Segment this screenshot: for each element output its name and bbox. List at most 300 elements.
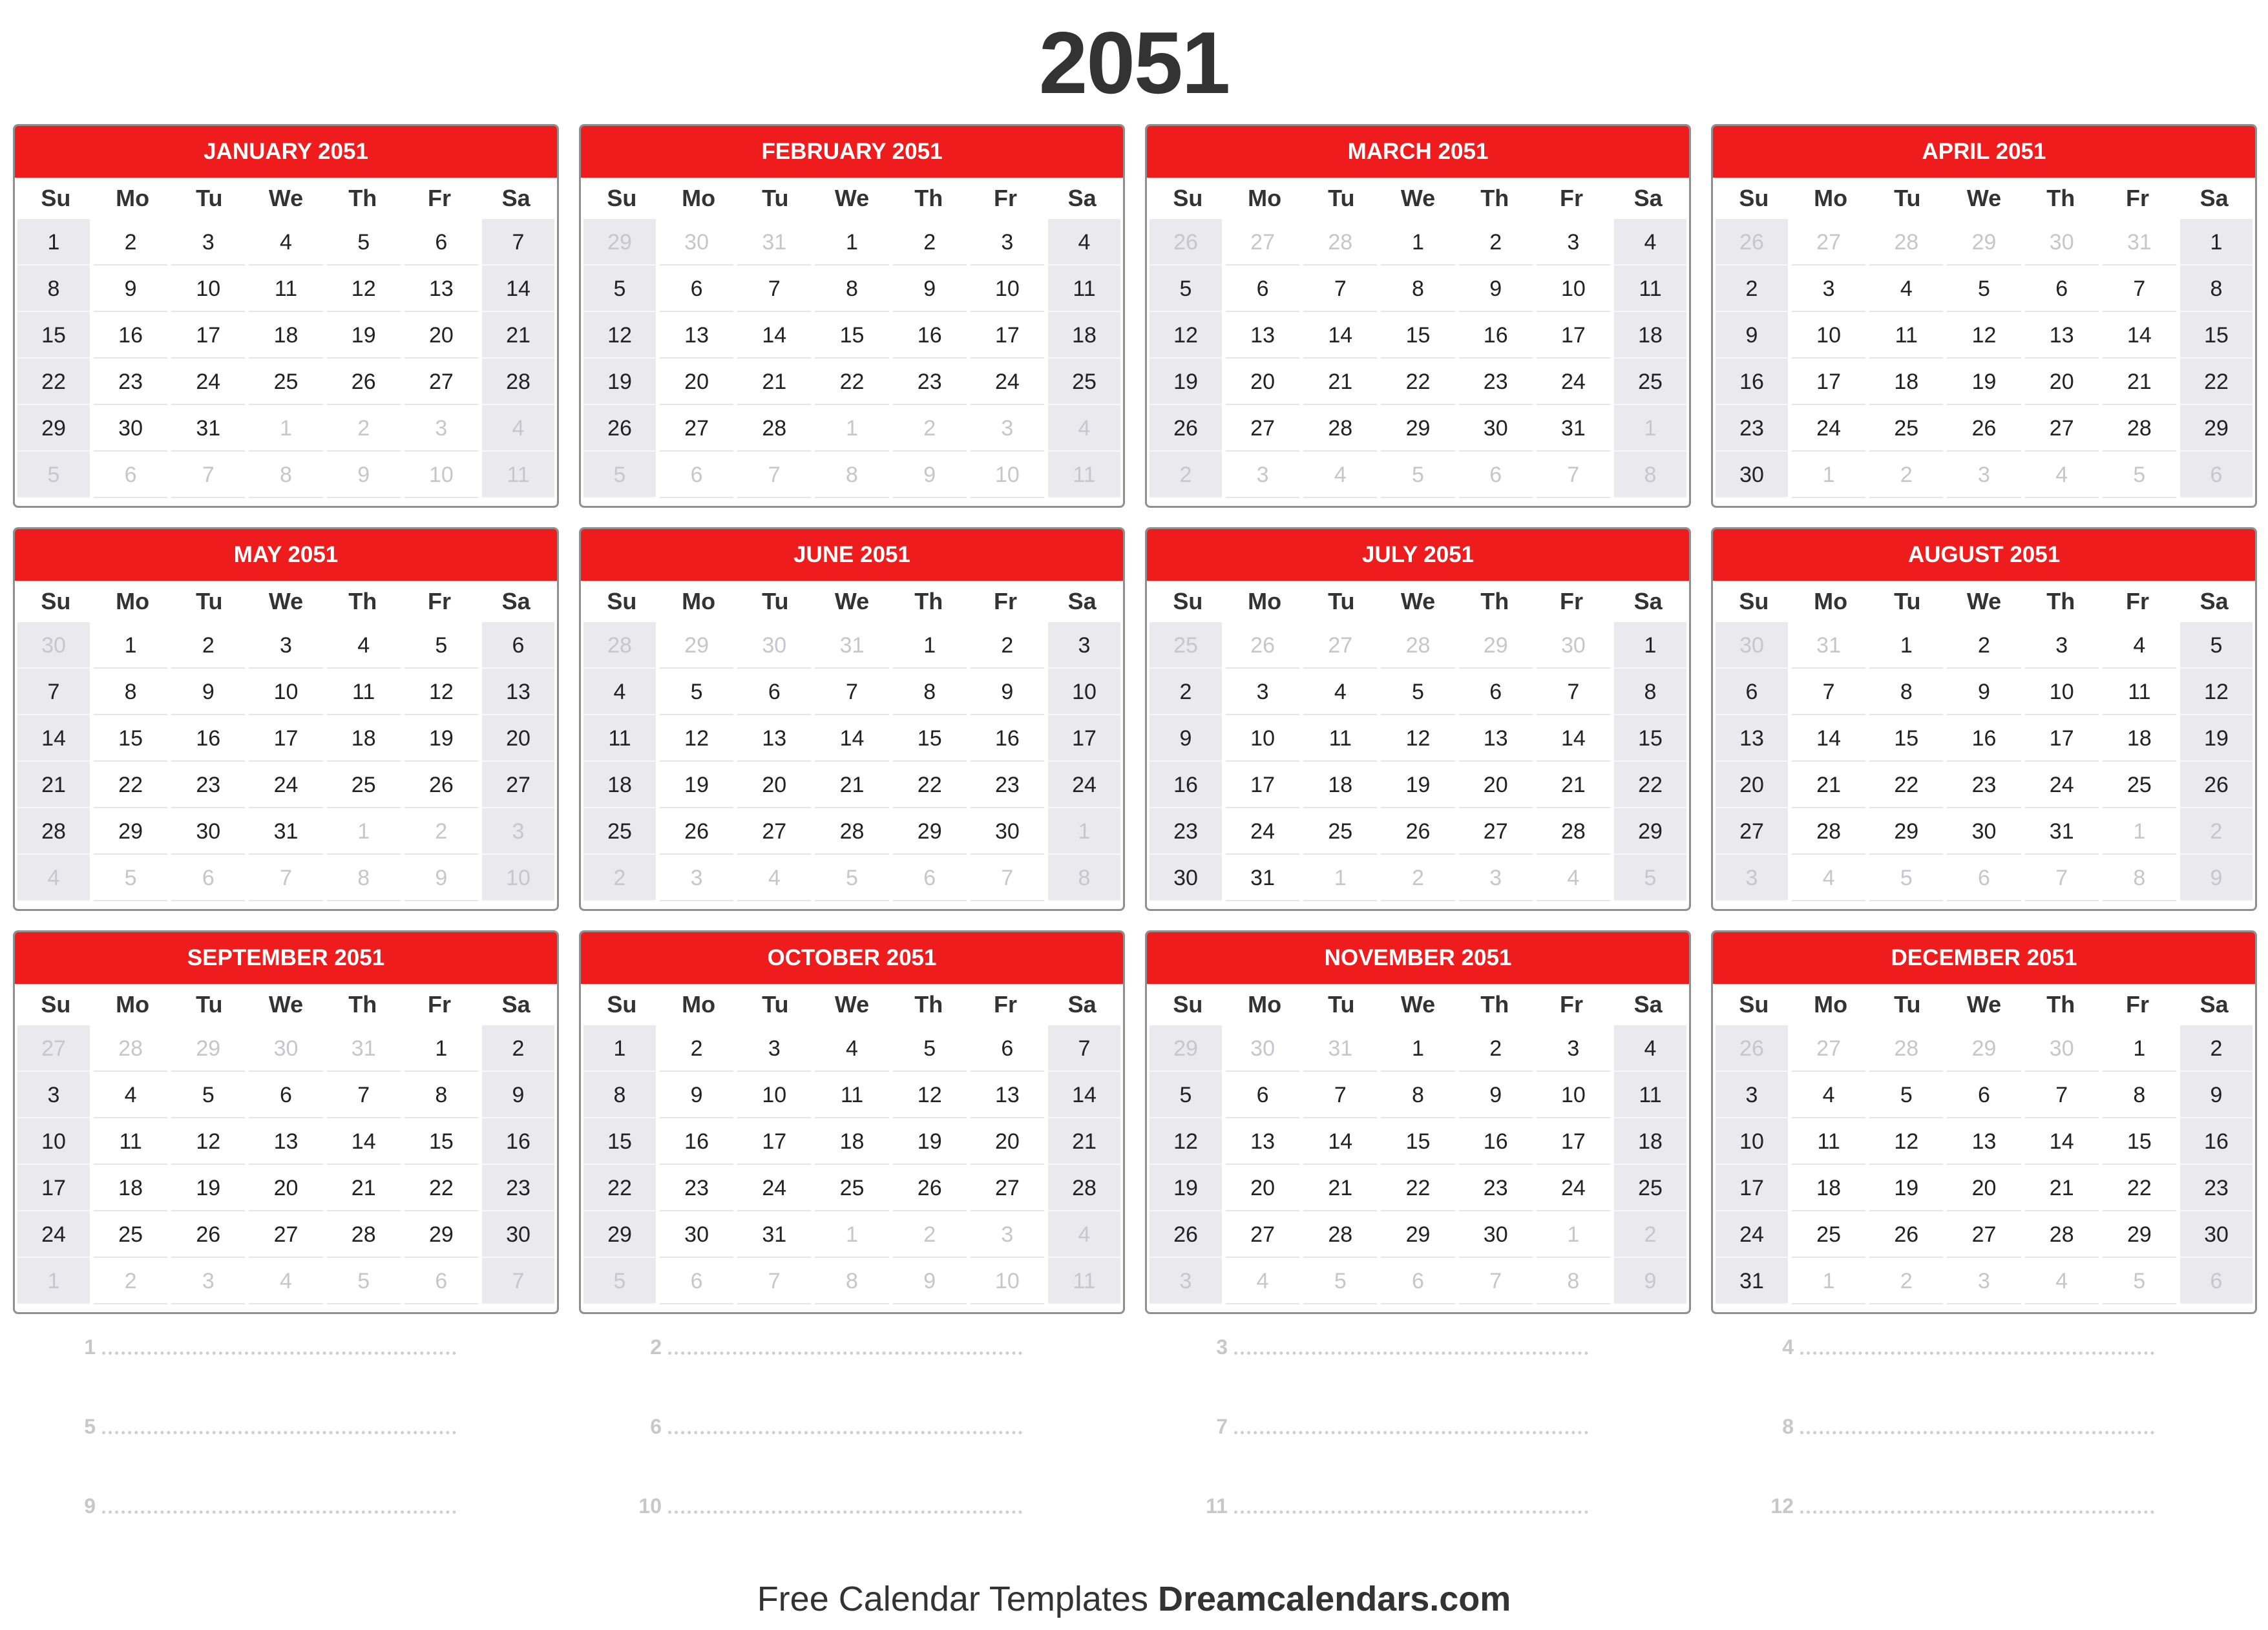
day-cell[interactable]: 6 [171,855,245,901]
day-cell[interactable]: 28 [1048,1165,1120,1211]
day-cell[interactable]: 8 [2103,855,2176,901]
day-cell[interactable]: 9 [893,1258,967,1304]
day-cell[interactable]: 28 [1869,219,1943,266]
day-cell[interactable]: 23 [1459,359,1533,405]
day-cell[interactable]: 11 [1303,715,1377,762]
footer-brand[interactable]: Dreamcalendars.com [1158,1580,1511,1618]
day-cell[interactable]: 10 [1792,312,1865,359]
day-cell[interactable]: 29 [1869,808,1943,855]
day-cell[interactable]: 23 [94,359,167,405]
day-cell[interactable]: 8 [815,266,888,312]
day-cell[interactable]: 3 [660,855,733,901]
day-cell[interactable]: 20 [2025,359,2099,405]
day-cell[interactable]: 4 [1614,219,1686,266]
day-cell[interactable]: 26 [1150,405,1222,452]
day-cell[interactable]: 25 [1869,405,1943,452]
day-cell[interactable]: 9 [94,266,167,312]
day-cell[interactable]: 10 [249,669,322,715]
day-cell[interactable]: 23 [482,1165,554,1211]
day-cell[interactable]: 4 [2103,622,2176,669]
note-dotted-line[interactable] [1234,1419,1588,1434]
day-cell[interactable]: 15 [94,715,167,762]
note-dotted-line[interactable] [102,1499,456,1514]
day-cell[interactable]: 28 [1303,219,1377,266]
day-cell[interactable]: 31 [737,1211,811,1258]
day-cell[interactable]: 5 [94,855,167,901]
day-cell[interactable]: 9 [1716,312,1788,359]
day-cell[interactable]: 2 [583,855,656,901]
day-cell[interactable]: 31 [1537,405,1610,452]
day-cell[interactable]: 21 [327,1165,401,1211]
note-line[interactable] [1197,1410,1588,1443]
day-cell[interactable]: 24 [249,762,322,808]
day-cell[interactable]: 28 [815,808,888,855]
day-cell[interactable]: 22 [1381,1165,1454,1211]
day-cell[interactable]: 2 [1869,452,1943,498]
day-cell[interactable]: 3 [1537,219,1610,266]
day-cell[interactable]: 23 [171,762,245,808]
day-cell[interactable]: 15 [2103,1118,2176,1165]
day-cell[interactable]: 21 [1537,762,1610,808]
day-cell[interactable]: 24 [1226,808,1299,855]
day-cell[interactable]: 26 [893,1165,967,1211]
day-cell[interactable]: 27 [1459,808,1533,855]
day-cell[interactable]: 28 [1303,1211,1377,1258]
day-cell[interactable]: 3 [1048,622,1120,669]
day-cell[interactable]: 13 [971,1072,1044,1118]
note-line[interactable] [1763,1331,2154,1363]
day-cell[interactable]: 5 [2103,1258,2176,1304]
day-cell[interactable]: 9 [971,669,1044,715]
day-cell[interactable]: 1 [2103,808,2176,855]
day-cell[interactable]: 8 [1614,669,1686,715]
day-cell[interactable]: 15 [404,1118,478,1165]
day-cell[interactable]: 2 [327,405,401,452]
day-cell[interactable]: 20 [971,1118,1044,1165]
day-cell[interactable]: 6 [1716,669,1788,715]
day-cell[interactable]: 4 [249,219,322,266]
day-cell[interactable]: 10 [404,452,478,498]
day-cell[interactable]: 6 [1947,1072,2021,1118]
day-cell[interactable]: 2 [1150,452,1222,498]
day-cell[interactable]: 23 [1459,1165,1533,1211]
day-cell[interactable]: 16 [94,312,167,359]
day-cell[interactable]: 7 [2025,1072,2099,1118]
day-cell[interactable]: 14 [482,266,554,312]
note-dotted-line[interactable] [1234,1499,1588,1514]
day-cell[interactable]: 11 [1869,312,1943,359]
day-cell[interactable]: 5 [583,1258,656,1304]
day-cell[interactable]: 6 [2180,1258,2252,1304]
day-cell[interactable]: 19 [404,715,478,762]
day-cell[interactable]: 17 [2025,715,2099,762]
day-cell[interactable]: 5 [583,266,656,312]
day-cell[interactable]: 3 [249,622,322,669]
day-cell[interactable]: 7 [2025,855,2099,901]
day-cell[interactable]: 30 [2180,1211,2252,1258]
day-cell[interactable]: 14 [17,715,90,762]
day-cell[interactable]: 6 [893,855,967,901]
day-cell[interactable]: 11 [249,266,322,312]
day-cell[interactable]: 30 [1459,405,1533,452]
day-cell[interactable]: 10 [1537,1072,1610,1118]
day-cell[interactable]: 22 [2180,359,2252,405]
day-cell[interactable]: 22 [815,359,888,405]
day-cell[interactable]: 6 [94,452,167,498]
day-cell[interactable]: 6 [404,1258,478,1304]
day-cell[interactable]: 30 [660,219,733,266]
day-cell[interactable]: 4 [1226,1258,1299,1304]
day-cell[interactable]: 25 [1150,622,1222,669]
day-cell[interactable]: 14 [815,715,888,762]
day-cell[interactable]: 4 [1048,1211,1120,1258]
day-cell[interactable]: 22 [17,359,90,405]
day-cell[interactable]: 10 [1716,1118,1788,1165]
day-cell[interactable]: 18 [1869,359,1943,405]
day-cell[interactable]: 29 [583,1211,656,1258]
day-cell[interactable]: 1 [2103,1025,2176,1072]
day-cell[interactable]: 18 [1303,762,1377,808]
day-cell[interactable]: 18 [815,1118,888,1165]
note-line[interactable] [631,1331,1022,1363]
day-cell[interactable]: 9 [171,669,245,715]
day-cell[interactable]: 23 [1947,762,2021,808]
note-dotted-line[interactable] [102,1419,456,1434]
day-cell[interactable]: 26 [171,1211,245,1258]
day-cell[interactable]: 5 [2103,452,2176,498]
day-cell[interactable]: 6 [1226,266,1299,312]
day-cell[interactable]: 4 [737,855,811,901]
day-cell[interactable]: 25 [1792,1211,1865,1258]
day-cell[interactable]: 29 [893,808,967,855]
day-cell[interactable]: 16 [1716,359,1788,405]
day-cell[interactable]: 28 [482,359,554,405]
day-cell[interactable]: 21 [2103,359,2176,405]
day-cell[interactable]: 30 [737,622,811,669]
day-cell[interactable]: 30 [1459,1211,1533,1258]
day-cell[interactable]: 4 [1303,452,1377,498]
day-cell[interactable]: 20 [737,762,811,808]
day-cell[interactable]: 3 [1226,669,1299,715]
day-cell[interactable]: 27 [660,405,733,452]
day-cell[interactable]: 25 [1048,359,1120,405]
day-cell[interactable]: 4 [1048,405,1120,452]
day-cell[interactable]: 28 [2103,405,2176,452]
day-cell[interactable]: 2 [1150,669,1222,715]
day-cell[interactable]: 27 [1226,1211,1299,1258]
day-cell[interactable]: 2 [94,1258,167,1304]
day-cell[interactable]: 22 [893,762,967,808]
day-cell[interactable]: 26 [327,359,401,405]
day-cell[interactable]: 30 [1537,622,1610,669]
day-cell[interactable]: 4 [1792,1072,1865,1118]
day-cell[interactable]: 1 [1537,1211,1610,1258]
day-cell[interactable]: 12 [404,669,478,715]
day-cell[interactable]: 4 [1048,219,1120,266]
day-cell[interactable]: 12 [1150,312,1222,359]
day-cell[interactable]: 9 [1150,715,1222,762]
day-cell[interactable]: 13 [2025,312,2099,359]
day-cell[interactable]: 25 [94,1211,167,1258]
day-cell[interactable]: 3 [971,219,1044,266]
day-cell[interactable]: 6 [1226,1072,1299,1118]
day-cell[interactable]: 22 [1614,762,1686,808]
day-cell[interactable]: 21 [815,762,888,808]
day-cell[interactable]: 22 [1869,762,1943,808]
day-cell[interactable]: 1 [815,219,888,266]
day-cell[interactable]: 8 [2103,1072,2176,1118]
day-cell[interactable]: 26 [404,762,478,808]
day-cell[interactable]: 8 [815,452,888,498]
day-cell[interactable]: 18 [583,762,656,808]
day-cell[interactable]: 4 [482,405,554,452]
day-cell[interactable]: 21 [1303,359,1377,405]
day-cell[interactable]: 22 [1381,359,1454,405]
day-cell[interactable]: 4 [1537,855,1610,901]
day-cell[interactable]: 1 [1048,808,1120,855]
day-cell[interactable]: 11 [1614,266,1686,312]
day-cell[interactable]: 28 [1792,808,1865,855]
day-cell[interactable]: 8 [1048,855,1120,901]
day-cell[interactable]: 12 [2180,669,2252,715]
day-cell[interactable]: 14 [1537,715,1610,762]
day-cell[interactable]: 1 [404,1025,478,1072]
day-cell[interactable]: 13 [1716,715,1788,762]
day-cell[interactable]: 6 [404,219,478,266]
day-cell[interactable]: 3 [971,1211,1044,1258]
day-cell[interactable]: 16 [1947,715,2021,762]
day-cell[interactable]: 14 [327,1118,401,1165]
day-cell[interactable]: 16 [660,1118,733,1165]
day-cell[interactable]: 19 [327,312,401,359]
day-cell[interactable]: 7 [2103,266,2176,312]
day-cell[interactable]: 7 [17,669,90,715]
day-cell[interactable]: 9 [327,452,401,498]
day-cell[interactable]: 14 [2025,1118,2099,1165]
day-cell[interactable]: 13 [1947,1118,2021,1165]
day-cell[interactable]: 23 [660,1165,733,1211]
day-cell[interactable]: 2 [1459,1025,1533,1072]
day-cell[interactable]: 7 [971,855,1044,901]
day-cell[interactable]: 5 [327,219,401,266]
day-cell[interactable]: 3 [17,1072,90,1118]
day-cell[interactable]: 14 [1048,1072,1120,1118]
day-cell[interactable]: 18 [249,312,322,359]
day-cell[interactable]: 2 [482,1025,554,1072]
day-cell[interactable]: 5 [171,1072,245,1118]
day-cell[interactable]: 3 [1226,452,1299,498]
day-cell[interactable]: 30 [1947,808,2021,855]
day-cell[interactable]: 2 [1716,266,1788,312]
day-cell[interactable]: 10 [17,1118,90,1165]
day-cell[interactable]: 25 [815,1165,888,1211]
day-cell[interactable]: 5 [1303,1258,1377,1304]
day-cell[interactable]: 1 [1792,452,1865,498]
day-cell[interactable]: 9 [1614,1258,1686,1304]
day-cell[interactable]: 5 [1381,669,1454,715]
day-cell[interactable]: 31 [2103,219,2176,266]
day-cell[interactable]: 7 [327,1072,401,1118]
day-cell[interactable]: 22 [404,1165,478,1211]
day-cell[interactable]: 28 [737,405,811,452]
day-cell[interactable]: 27 [1226,405,1299,452]
day-cell[interactable]: 24 [171,359,245,405]
day-cell[interactable]: 30 [1716,452,1788,498]
day-cell[interactable]: 11 [1048,266,1120,312]
day-cell[interactable]: 8 [583,1072,656,1118]
day-cell[interactable]: 30 [971,808,1044,855]
day-cell[interactable]: 16 [171,715,245,762]
day-cell[interactable]: 4 [583,669,656,715]
day-cell[interactable]: 25 [1303,808,1377,855]
day-cell[interactable]: 3 [404,405,478,452]
day-cell[interactable]: 1 [1869,622,1943,669]
day-cell[interactable]: 5 [327,1258,401,1304]
day-cell[interactable]: 25 [583,808,656,855]
day-cell[interactable]: 17 [1537,1118,1610,1165]
day-cell[interactable]: 6 [1459,669,1533,715]
day-cell[interactable]: 30 [1716,622,1788,669]
day-cell[interactable]: 11 [327,669,401,715]
day-cell[interactable]: 16 [893,312,967,359]
day-cell[interactable]: 21 [1303,1165,1377,1211]
day-cell[interactable]: 6 [737,669,811,715]
day-cell[interactable]: 30 [2025,219,2099,266]
day-cell[interactable]: 26 [583,405,656,452]
day-cell[interactable]: 23 [2180,1165,2252,1211]
day-cell[interactable]: 2 [171,622,245,669]
day-cell[interactable]: 30 [482,1211,554,1258]
day-cell[interactable]: 2 [1459,219,1533,266]
day-cell[interactable]: 17 [1716,1165,1788,1211]
day-cell[interactable]: 30 [660,1211,733,1258]
day-cell[interactable]: 13 [404,266,478,312]
day-cell[interactable]: 28 [17,808,90,855]
day-cell[interactable]: 26 [1226,622,1299,669]
day-cell[interactable]: 7 [482,1258,554,1304]
day-cell[interactable]: 5 [17,452,90,498]
day-cell[interactable]: 7 [815,669,888,715]
day-cell[interactable]: 7 [1537,452,1610,498]
day-cell[interactable]: 23 [1150,808,1222,855]
day-cell[interactable]: 29 [2180,405,2252,452]
day-cell[interactable]: 6 [660,1258,733,1304]
note-line[interactable] [65,1331,456,1363]
note-dotted-line[interactable] [1234,1340,1588,1355]
day-cell[interactable]: 4 [1614,1025,1686,1072]
day-cell[interactable]: 21 [1792,762,1865,808]
day-cell[interactable]: 15 [2180,312,2252,359]
day-cell[interactable]: 11 [815,1072,888,1118]
day-cell[interactable]: 1 [17,1258,90,1304]
day-cell[interactable]: 28 [1869,1025,1943,1072]
day-cell[interactable]: 30 [2025,1025,2099,1072]
day-cell[interactable]: 10 [1226,715,1299,762]
note-dotted-line[interactable] [668,1419,1022,1434]
day-cell[interactable]: 13 [1226,1118,1299,1165]
day-cell[interactable]: 12 [660,715,733,762]
day-cell[interactable]: 10 [1537,266,1610,312]
day-cell[interactable]: 21 [1048,1118,1120,1165]
day-cell[interactable]: 3 [171,1258,245,1304]
day-cell[interactable]: 2 [1614,1211,1686,1258]
day-cell[interactable]: 17 [171,312,245,359]
day-cell[interactable]: 13 [660,312,733,359]
day-cell[interactable]: 13 [737,715,811,762]
day-cell[interactable]: 2 [893,405,967,452]
note-line[interactable] [1763,1410,2154,1443]
day-cell[interactable]: 31 [1303,1025,1377,1072]
day-cell[interactable]: 26 [1716,219,1788,266]
day-cell[interactable]: 24 [737,1165,811,1211]
day-cell[interactable]: 10 [1048,669,1120,715]
day-cell[interactable]: 17 [737,1118,811,1165]
day-cell[interactable]: 24 [1537,359,1610,405]
day-cell[interactable]: 29 [1381,405,1454,452]
day-cell[interactable]: 9 [2180,1072,2252,1118]
day-cell[interactable]: 18 [94,1165,167,1211]
day-cell[interactable]: 19 [2180,715,2252,762]
day-cell[interactable]: 27 [1792,1025,1865,1072]
day-cell[interactable]: 11 [94,1118,167,1165]
day-cell[interactable]: 14 [2103,312,2176,359]
day-cell[interactable]: 5 [660,669,733,715]
day-cell[interactable]: 28 [1537,808,1610,855]
day-cell[interactable]: 3 [1792,266,1865,312]
day-cell[interactable]: 2 [1947,622,2021,669]
day-cell[interactable]: 13 [249,1118,322,1165]
day-cell[interactable]: 3 [1947,452,2021,498]
day-cell[interactable]: 22 [2103,1165,2176,1211]
day-cell[interactable]: 10 [171,266,245,312]
day-cell[interactable]: 21 [17,762,90,808]
day-cell[interactable]: 11 [1048,1258,1120,1304]
day-cell[interactable]: 11 [1792,1118,1865,1165]
day-cell[interactable]: 13 [1459,715,1533,762]
day-cell[interactable]: 12 [1869,1118,1943,1165]
day-cell[interactable]: 26 [1150,219,1222,266]
day-cell[interactable]: 10 [482,855,554,901]
day-cell[interactable]: 29 [660,622,733,669]
day-cell[interactable]: 8 [249,452,322,498]
day-cell[interactable]: 4 [327,622,401,669]
day-cell[interactable]: 9 [1947,669,2021,715]
day-cell[interactable]: 3 [737,1025,811,1072]
day-cell[interactable]: 20 [1947,1165,2021,1211]
day-cell[interactable]: 31 [171,405,245,452]
day-cell[interactable]: 12 [327,266,401,312]
day-cell[interactable]: 12 [171,1118,245,1165]
day-cell[interactable]: 23 [893,359,967,405]
day-cell[interactable]: 5 [404,622,478,669]
day-cell[interactable]: 5 [893,1025,967,1072]
day-cell[interactable]: 29 [1459,622,1533,669]
day-cell[interactable]: 7 [1459,1258,1533,1304]
day-cell[interactable]: 3 [971,405,1044,452]
day-cell[interactable]: 6 [1947,855,2021,901]
day-cell[interactable]: 8 [1381,1072,1454,1118]
day-cell[interactable]: 5 [1150,266,1222,312]
day-cell[interactable]: 2 [94,219,167,266]
day-cell[interactable]: 7 [249,855,322,901]
day-cell[interactable]: 27 [482,762,554,808]
day-cell[interactable]: 12 [893,1072,967,1118]
note-line[interactable] [1197,1331,1588,1363]
day-cell[interactable]: 21 [2025,1165,2099,1211]
day-cell[interactable]: 13 [1226,312,1299,359]
day-cell[interactable]: 29 [171,1025,245,1072]
day-cell[interactable]: 1 [1792,1258,1865,1304]
